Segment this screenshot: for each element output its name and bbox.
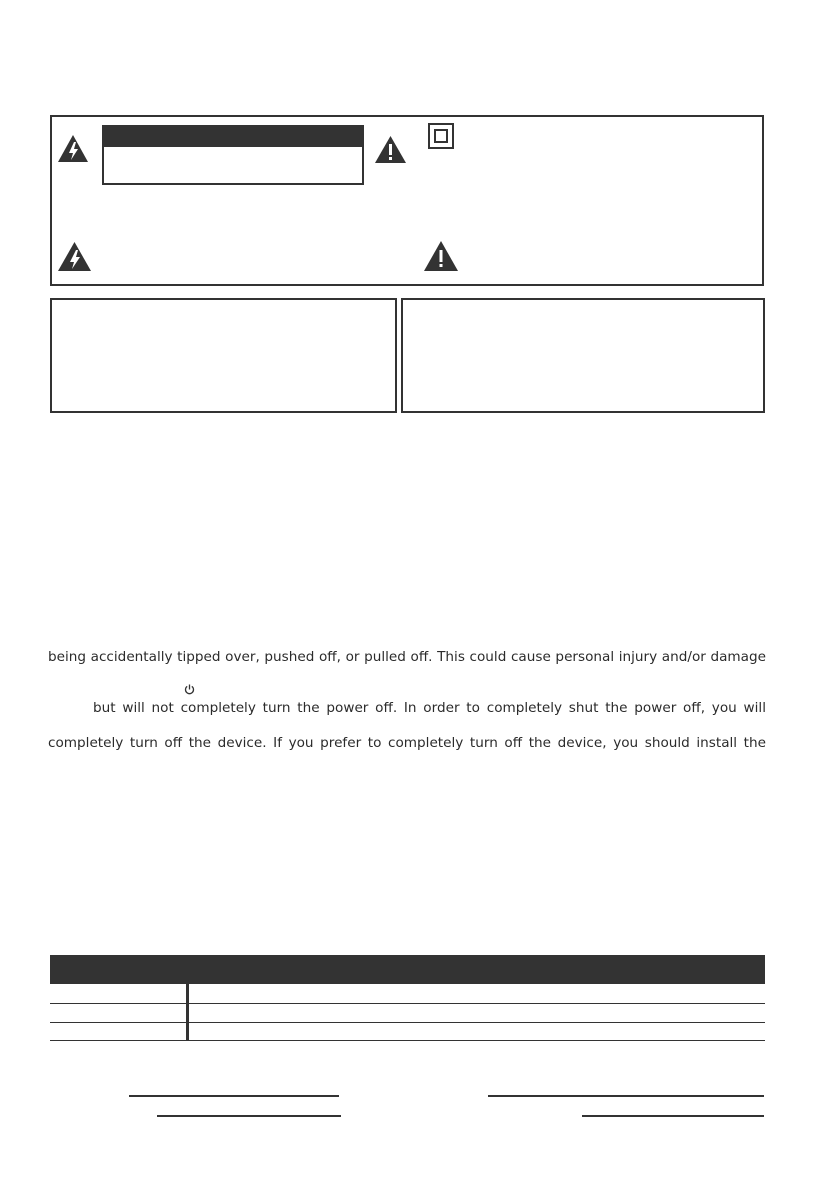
table-row-rule bbox=[50, 1003, 765, 1004]
exclamation-warning-icon bbox=[374, 135, 407, 164]
body-text-line: completely turn off the device. If you prefer to completely turn off the device, you should install the bbox=[48, 735, 766, 751]
table-header-cell bbox=[50, 955, 186, 984]
power-icon bbox=[184, 684, 195, 695]
table-column-divider bbox=[186, 955, 189, 1041]
lightning-warning-icon bbox=[57, 241, 92, 272]
body-text-line: but will not completely turn the power off. In order to completely shut the power off, you will bbox=[93, 700, 766, 716]
table-row-rule bbox=[50, 1022, 765, 1023]
body-text-line: being accidentally tipped over, pushed off, or pulled off. This could cause personal injury and/or damage bbox=[48, 649, 766, 665]
exclamation-warning-icon bbox=[423, 240, 459, 272]
table-row-rule bbox=[50, 1040, 765, 1041]
table-header-cell bbox=[189, 955, 765, 984]
notice-box-right bbox=[401, 298, 765, 413]
double-insulation-icon bbox=[428, 123, 454, 149]
safety-warning-panel bbox=[50, 115, 764, 286]
lightning-warning-icon bbox=[57, 134, 89, 163]
fill-in-line bbox=[582, 1115, 764, 1117]
fill-in-line bbox=[488, 1095, 764, 1097]
caution-label-bar bbox=[104, 127, 362, 147]
fill-in-line bbox=[129, 1095, 339, 1097]
fill-in-line bbox=[157, 1115, 341, 1117]
caution-label-box bbox=[102, 125, 364, 185]
notice-box-left bbox=[50, 298, 397, 413]
